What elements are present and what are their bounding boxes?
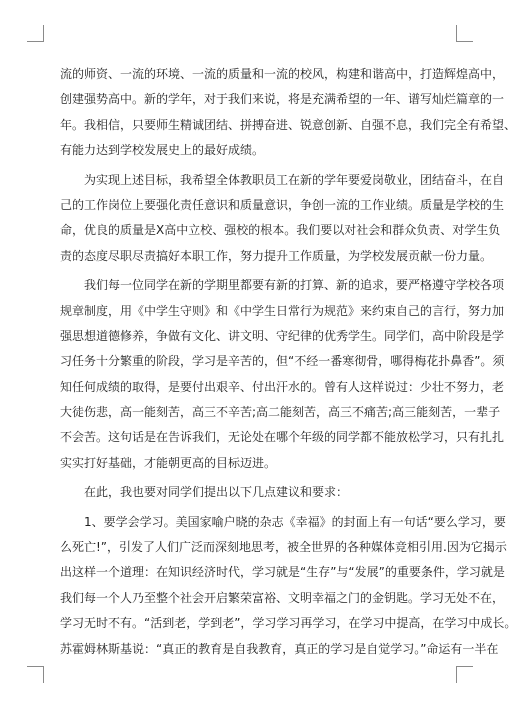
text-line: 在此，我也要对同学们提出以下几点建议和要求：	[84, 485, 349, 500]
document-body	[60, 62, 516, 662]
text-line: 大徒伤悲，高一能刻苦，高三不辛苦;高二能刻苦，高三不痛苦;高三能刻苦，一辈子	[60, 405, 501, 420]
text-line: 出这样一个道理：在知识经济时代，学习就是“生存”与“发展”的重要条件，学习就是	[60, 565, 505, 580]
text-line: 实实打好基础，才能朝更高的目标迈进。	[60, 455, 277, 470]
paragraph	[60, 168, 505, 270]
crop-mark-bottom-right	[456, 666, 473, 683]
paragraph	[60, 510, 516, 662]
text-line: 规章制度，用《中学生守则》和《中学生日常行为规范》来约束自己的言行，努力加	[60, 303, 505, 318]
text-line: 知任何成绩的取得，是要付出艰辛、付出汗水的。曾有人这样说过：少壮不努力，老	[60, 379, 505, 394]
paragraph	[60, 480, 442, 505]
text-line: 己的工作岗位上要强化责任意识和质量意识，争创一流的工作业绩。质量是学校的生	[60, 197, 505, 212]
text-line: 强思想道德修养，争做有文化、讲文明、守纪律的优秀学生。同学们，高中阶段是学	[60, 328, 505, 343]
paragraph	[60, 62, 516, 164]
crop-mark-top-right	[456, 25, 473, 42]
text-line: 为实现上述目标，我希望全体教职员工在新的学年要爱岗敬业，团结奋斗，在自	[84, 172, 505, 187]
text-line: 年。我相信，只要师生精诚团结、拼搏奋进、锐意创新、自强不息，我们完全有希望、	[60, 117, 516, 132]
text-line: 1、要学会学习。美国家喻户晓的杂志《幸福》的封面上有一句话“要么学习，要	[84, 514, 506, 529]
text-line: 苏霍姆林斯基说：“真正的教育是自我教育，真正的学习是自觉学习。”命运有一半在	[60, 641, 499, 656]
crop-mark-bottom-left	[27, 666, 44, 683]
crop-mark-top-left	[27, 25, 44, 42]
text-line: 么死亡!”，引发了人们广泛而深刻地思考，被全世界的各种媒体竞相引用.因为它揭示	[60, 540, 507, 555]
text-line: 学习无时不有。“活到老，学到老”，学习学习再学习，在学习中提高，在学习中成长。	[60, 616, 516, 631]
text-line: 创建强势高中。新的学年，对于我们来说，将是充满希望的一年、谱写灿烂篇章的一	[60, 92, 505, 107]
text-line: 我们每一个人乃至整个社会开启繁荣富裕、文明幸福之门的金钥匙。学习无处不在，	[60, 590, 505, 605]
text-line: 责的态度尽职尽责搞好本职工作，努力提升工作质量，为学校发展贡献一份力量。	[60, 248, 493, 263]
text-line: 流的师资、一流的环境、一流的质量和一流的校风，构建和谐高中，打造辉煌高中，	[60, 67, 505, 81]
text-line: 习任务十分繁重的阶段，学习是辛苦的，但“不经一番寒彻骨，哪得梅花扑鼻香”。须	[60, 354, 505, 369]
text-line: 不会苦。这句话是在告诉我们，无论处在哪个年级的同学都不能放松学习，只有扎扎	[60, 430, 505, 445]
text-line: 我们每一位同学在新的学期里都要有新的打算、新的追求，要严格遵守学校各项	[84, 278, 505, 293]
paragraph	[60, 273, 505, 476]
text-line: 命，优良的质量是X高中立校、强校的根本。我们要以对社会和群众负责、对学生负	[60, 223, 501, 238]
text-line: 有能力达到学校发展史上的最好成绩。	[60, 143, 265, 158]
